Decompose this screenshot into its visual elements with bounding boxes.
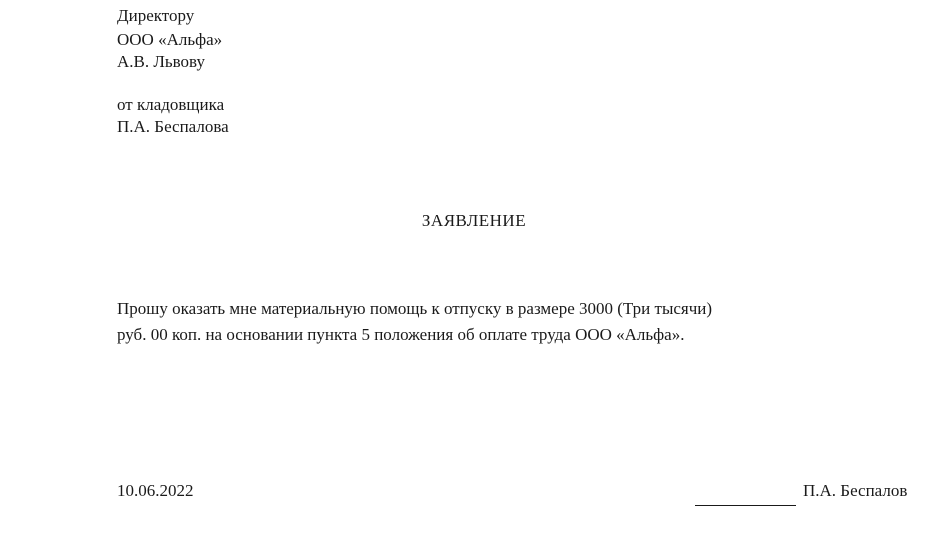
- addressee-title: Директору: [117, 6, 195, 25]
- addressee-name: А.В. Львову: [117, 52, 206, 71]
- signer-name: П.А. Беспалов: [803, 481, 908, 500]
- body-text-line-1: Прошу оказать мне материальную помощь к отпуску в размере 3000 (Три тысячи): [117, 299, 713, 318]
- body-text-line-2: руб. 00 коп. на основании пункта 5 положения об оплате труда ООО «Альфа».: [117, 325, 685, 344]
- signature-line: [695, 505, 796, 506]
- document-date: 10.06.2022: [117, 481, 194, 500]
- sender-name: П.А. Беспалова: [117, 117, 229, 136]
- sender-position: от кладовщика: [117, 95, 225, 114]
- document-title: ЗАЯВЛЕНИЕ: [421, 211, 527, 230]
- addressee-company: ООО «Альфа»: [117, 30, 223, 49]
